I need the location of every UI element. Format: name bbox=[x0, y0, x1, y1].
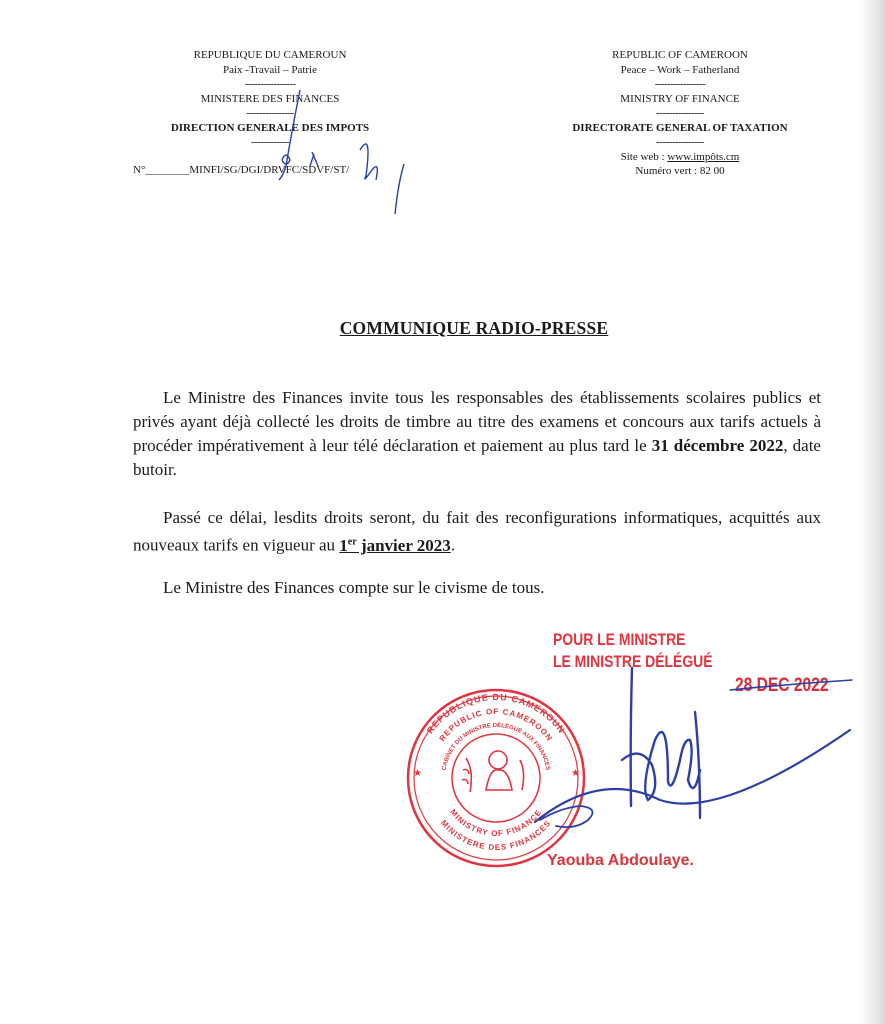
header-right-directorate: DIRECTORATE GENERAL OF TAXATION bbox=[572, 121, 788, 134]
seal-text-middle-path: CABINET DU MINISTRE DÉLÉGUÉ AUX FINANCES bbox=[441, 722, 551, 771]
seal-star-right: ★ bbox=[571, 768, 580, 779]
header-right-phone: Numéro vert : 82 00 bbox=[635, 165, 725, 177]
new-tariff-month-year: janvier 2023 bbox=[356, 535, 451, 555]
header-left-separator: ---------------- bbox=[244, 78, 296, 90]
paragraph-penalty-end: . bbox=[450, 535, 456, 555]
handwritten-signature bbox=[535, 668, 852, 827]
header-right-separator: --------------- bbox=[656, 107, 704, 119]
new-tariff-day: 1 bbox=[339, 535, 348, 555]
header-left-country: REPUBLIQUE DU CAMEROUN bbox=[193, 49, 347, 61]
reference-number: N°________MINFI/SG/DGI/DRVFC/SDVF/ST/ bbox=[133, 164, 350, 176]
signer-name: Yaouba Abdoulaye. bbox=[547, 852, 694, 869]
stamp-date: 28 DEC 2022 bbox=[735, 675, 829, 696]
paragraph-penalty-text: Passé ce délai, lesdits droits seront, du fait des reconfigurations informatiques, acquittés aux nouveaux tarifs en vigueur au bbox=[133, 508, 821, 555]
seal-text-bottom-outer-path: MINISTERE DES FINANCES bbox=[439, 818, 553, 853]
header-left-directorate: DIRECTION GENERALE DES IMPOTS bbox=[170, 121, 370, 134]
seal-text-top-inner-path: REPUBLIC OF CAMEROON bbox=[437, 706, 555, 744]
deadline-date: 31 décembre 2022 bbox=[651, 436, 784, 455]
header-left-motto: Paix -Travail – Patrie bbox=[223, 63, 317, 76]
header-left-ministry: MINISTERE DES FINANCES bbox=[200, 92, 340, 105]
official-seal bbox=[408, 690, 584, 866]
stamp-for-minister: POUR LE MINISTRE bbox=[553, 630, 686, 649]
paragraph-invitation-text: Le Ministre des Finances invite tous les responsables des établissements scolaires publics et privés ayant déjà collecté les droits de timbre au titre des examens et concours aux tarifs actuels à procéder impérativement à leur télé déclaration et paiement au plus tard le bbox=[133, 388, 821, 455]
seal-text-top-outer-path: REPUBLIQUE DU CAMEROUN bbox=[424, 691, 568, 736]
seal-outer-ring bbox=[408, 690, 584, 866]
seal-emblem bbox=[462, 751, 524, 792]
seal-text-bottom-inner-path: MINISTRY OF FINANCE bbox=[448, 807, 544, 839]
stamp-delegate-minister: LE MINISTRE DÉLÉGUÉ bbox=[553, 652, 713, 671]
header-right-motto: Peace – Work – Fatherland bbox=[620, 63, 740, 76]
header-left-separator: ------------ bbox=[251, 136, 289, 148]
header-left-separator: --------------- bbox=[246, 107, 294, 119]
paragraph-civism: Le Ministre des Finances compte sur le civisme de tous. bbox=[163, 578, 545, 597]
website-label: Site web : bbox=[620, 150, 668, 163]
website-link[interactable]: www.impôts.cm bbox=[667, 150, 740, 163]
header-right-separator: ---------------- bbox=[654, 78, 706, 90]
header-right-ministry: MINISTRY OF FINANCE bbox=[620, 92, 740, 105]
header-initials-scribble bbox=[279, 90, 404, 214]
paragraph-invitation-end: , date butoir. bbox=[133, 436, 821, 479]
seal-star-left: ★ bbox=[413, 768, 422, 779]
seal-inner-ring bbox=[452, 734, 540, 822]
header-right-separator: --------------- bbox=[656, 136, 704, 148]
new-tariff-ordinal: er bbox=[347, 536, 357, 547]
document-title: COMMUNIQUE RADIO-PRESSE bbox=[339, 318, 609, 338]
header-right-country: REPUBLIC OF CAMEROON bbox=[612, 49, 748, 61]
